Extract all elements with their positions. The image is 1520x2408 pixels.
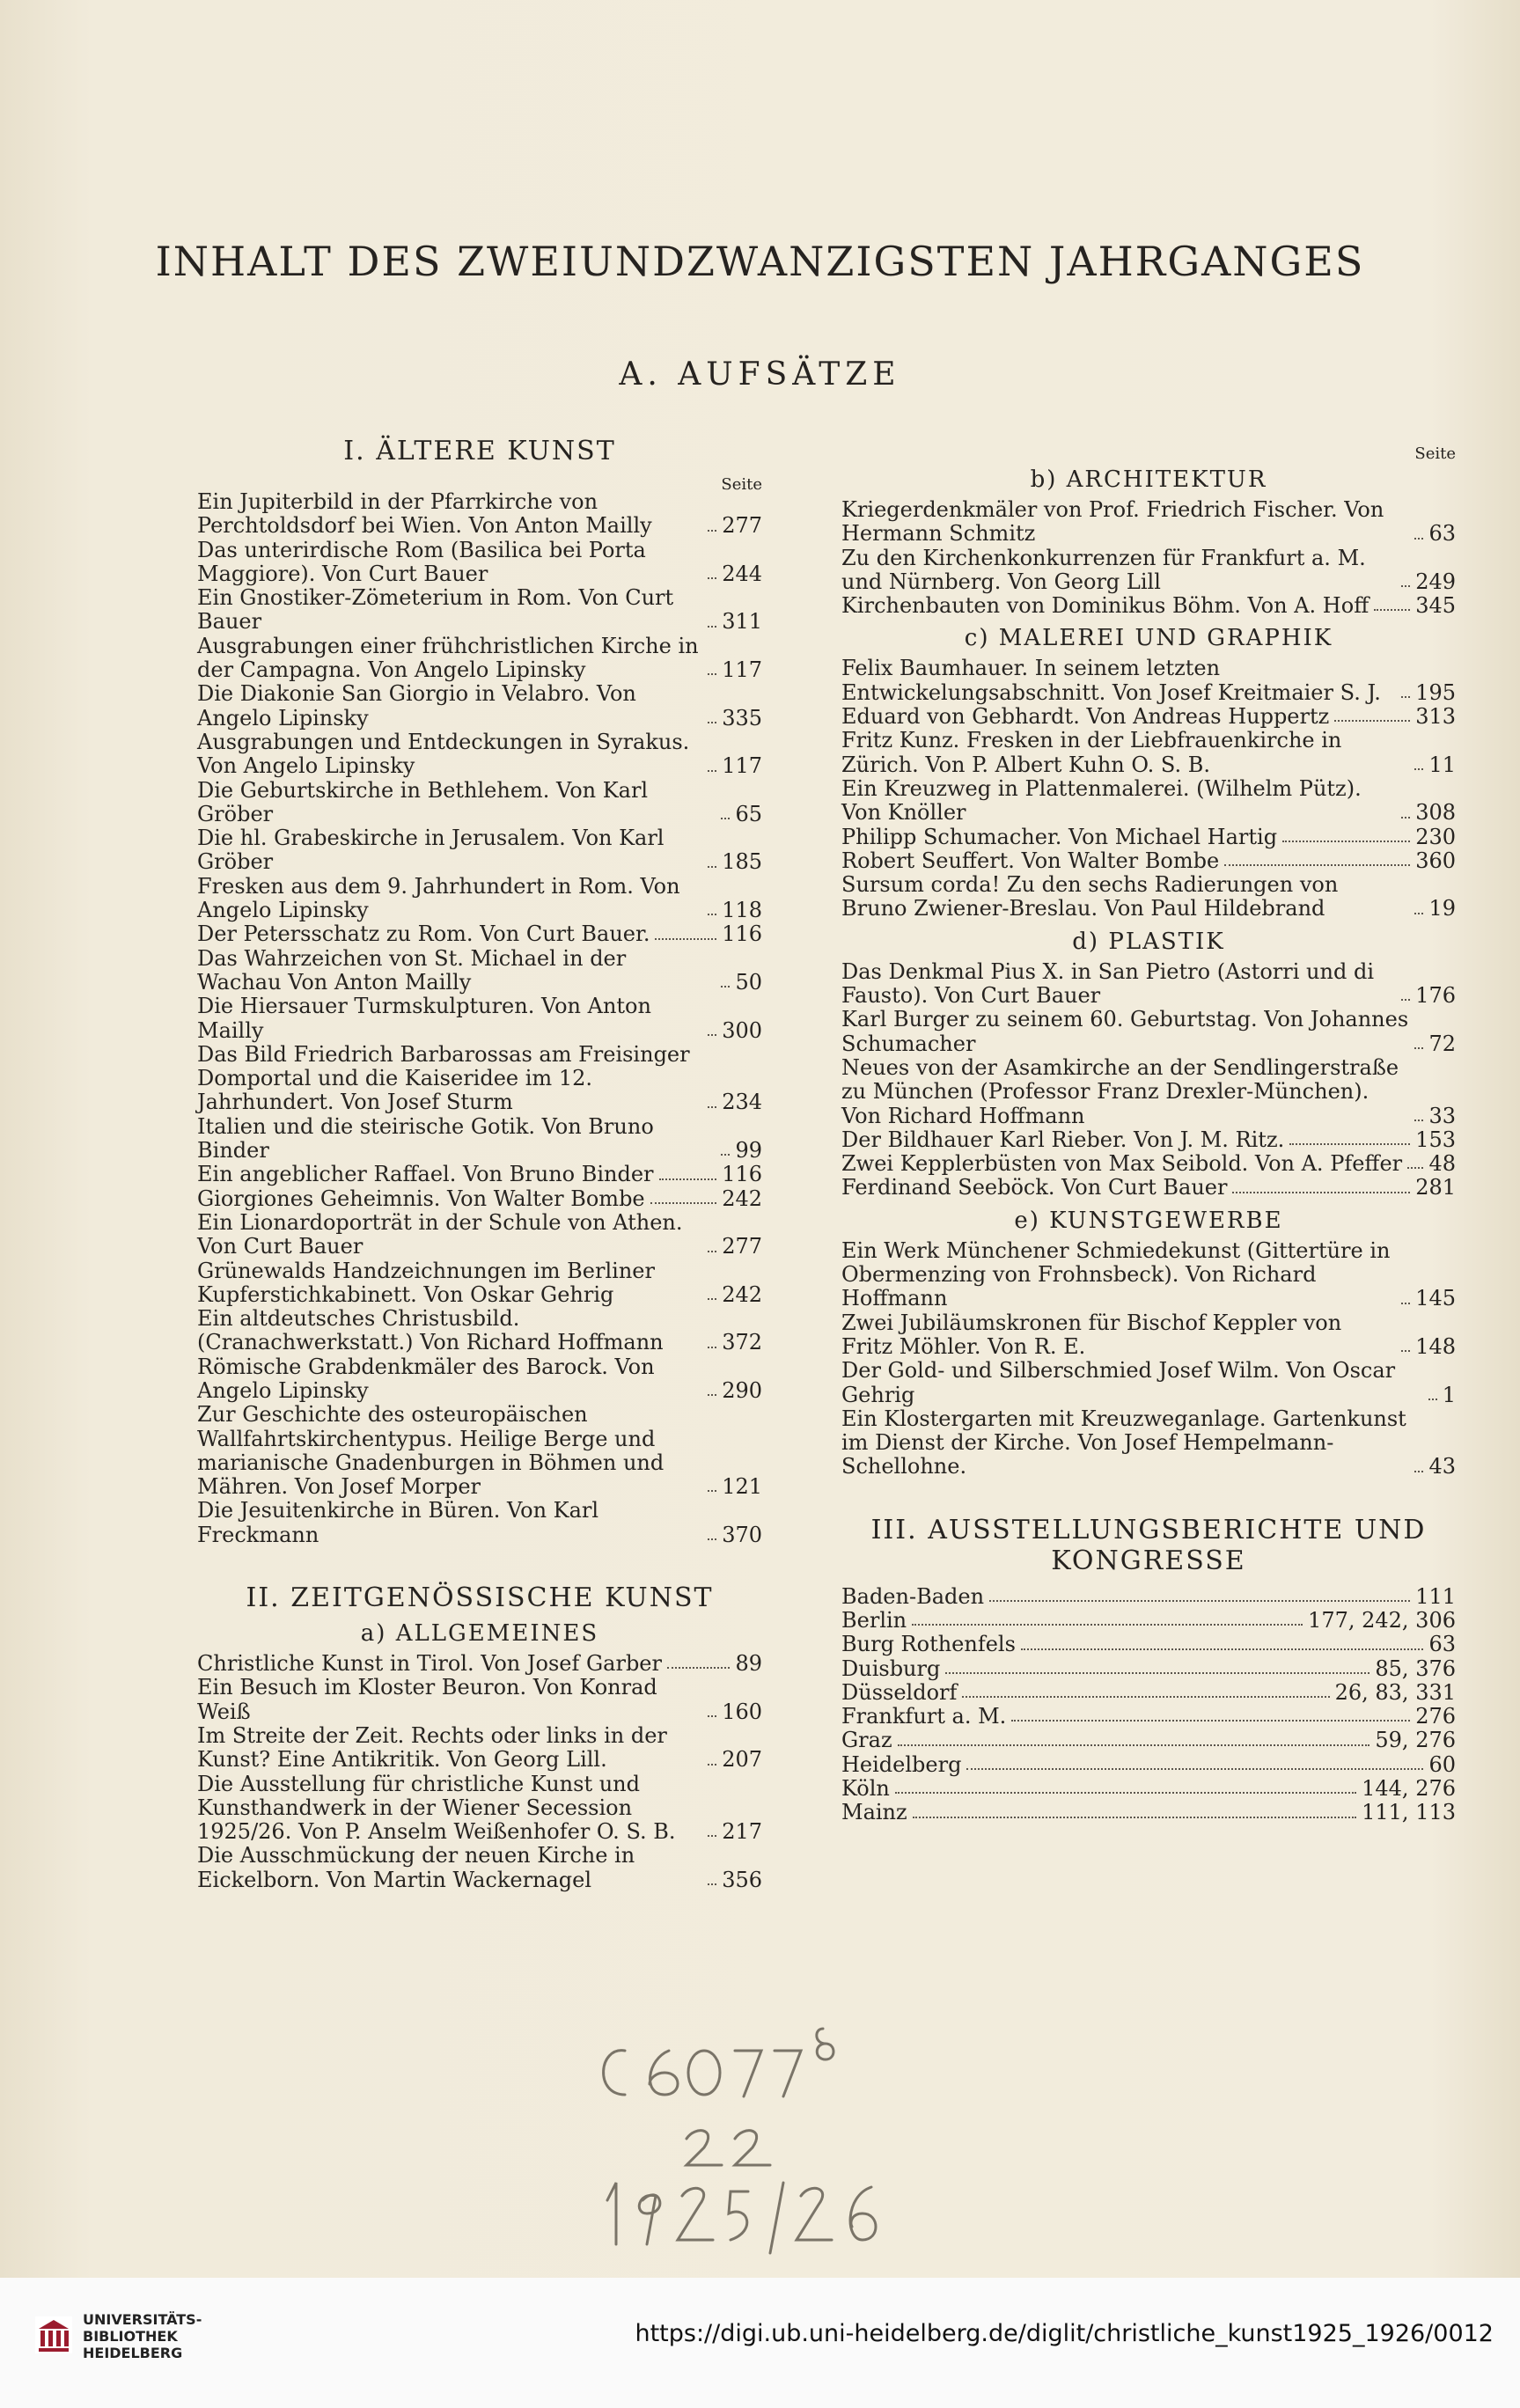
dot-leader <box>708 1883 716 1885</box>
toc-entry <box>197 635 762 683</box>
dot-leader <box>1374 609 1410 611</box>
toc-entry-page: 281 <box>1415 1175 1456 1200</box>
toc-entry-title: Heidelberg <box>841 1751 962 1777</box>
footer-bar <box>0 2278 1520 2408</box>
entry-list <box>841 498 1456 618</box>
toc-entry-page: 72 <box>1428 1031 1456 1056</box>
toc-entry-page: 111 <box>1415 1583 1456 1609</box>
toc-entry-page: 117 <box>722 753 762 779</box>
entry-list <box>841 1585 1456 1825</box>
toc-entry <box>841 960 1456 1009</box>
toc-entry-title: Köln <box>841 1776 890 1802</box>
toc-entry-page: 217 <box>722 1819 762 1845</box>
dot-leader <box>708 673 716 675</box>
toc-entry-page: 85, 376 <box>1375 1656 1456 1681</box>
toc-entry <box>197 826 762 875</box>
toc-entry <box>197 947 762 995</box>
toc-entry <box>197 1355 762 1404</box>
toc-entry-title: Berlin <box>841 1607 907 1633</box>
toc-entry-title: Robert Seuffert. Von Walter Bombe <box>841 848 1220 873</box>
toc-entry-title: Giorgiones Geheimnis. Von Walter Bombe <box>197 1186 645 1211</box>
toc-entry-title: Duisburg <box>841 1656 941 1681</box>
dot-leader <box>1401 585 1410 587</box>
toc-entry-page: 185 <box>722 849 762 875</box>
toc-entry <box>197 875 762 923</box>
dot-leader <box>708 1298 716 1300</box>
dot-leader <box>989 1600 1410 1602</box>
dot-leader <box>667 1667 730 1669</box>
toc-entry-page: 65 <box>735 801 762 826</box>
toc-entry <box>197 586 762 635</box>
toc-entry-title: Ferdinand Seeböck. Von Curt Bauer <box>841 1175 1228 1200</box>
toc-entry-title: Ein Jupiterbild in der Pfarrkirche von Perchtoldsdorf bei Wien. Von Anton Mailly <box>197 489 652 539</box>
section-title: A. AUFSÄTZE <box>619 356 901 393</box>
entry-list <box>841 1239 1456 1479</box>
toc-entry-title: Neues von der Asamkirche an der Sendlingerstraße zu München (Professor Franz Drexler-München). Von Richard Hoffmann <box>841 1054 1399 1128</box>
toc-entry <box>197 1259 762 1308</box>
toc-entry <box>841 1176 1456 1200</box>
toc-entry-title: Der Bildhauer Karl Rieber. Von J. M. Ritz. <box>841 1127 1285 1152</box>
toc-entry <box>197 1652 762 1676</box>
toc-entry-title: Italien und die steirische Gotik. Von Bruno Binder <box>197 1113 654 1164</box>
toc-entry <box>197 1115 762 1164</box>
toc-entry-page: 230 <box>1415 824 1456 849</box>
library-name-line: HEIDELBERG <box>83 2345 183 2361</box>
toc-entry-page: 242 <box>722 1281 762 1307</box>
toc-entry-title: Mainz <box>841 1800 907 1825</box>
toc-entry <box>841 873 1456 921</box>
dot-leader <box>708 1034 716 1036</box>
dot-leader <box>708 1764 716 1766</box>
toc-entry <box>841 705 1456 729</box>
toc-entry-title: Der Petersschatz zu Rom. Von Curt Bauer. <box>197 921 650 947</box>
toc-entry-title: Die Diakonie San Giorgio in Velabro. Von Angelo Lipinsky <box>197 681 636 730</box>
dot-leader <box>1401 999 1410 1001</box>
toc-entry <box>197 779 762 827</box>
entry-list <box>197 490 762 1547</box>
toc-entry-page: 234 <box>722 1090 762 1115</box>
toc-entry-page: 176 <box>1415 983 1456 1009</box>
toc-entry-page: 242 <box>722 1186 762 1211</box>
dot-leader <box>1414 1047 1423 1049</box>
toc-entry-title: Burg Rothenfels <box>841 1632 1016 1657</box>
dot-leader <box>912 1624 1303 1626</box>
toc-entry-title: Ein angeblicher Raffael. Von Bruno Binder <box>197 1162 654 1187</box>
left-column <box>197 436 762 1892</box>
dot-leader <box>1407 1167 1423 1169</box>
toc-entry <box>197 1724 762 1773</box>
toc-entry-page: 48 <box>1428 1151 1456 1177</box>
dot-leader <box>708 1490 716 1492</box>
toc-entry-page: 19 <box>1428 896 1456 921</box>
toc-entry <box>197 1043 762 1115</box>
toc-entry-page: 148 <box>1415 1333 1456 1359</box>
toc-entry-title: Düsseldorf <box>841 1679 958 1705</box>
toc-entry <box>197 1844 762 1892</box>
toc-entry-title: Kriegerdenkmäler von Prof. Friedrich Fischer. Von Hermann Schmitz <box>841 497 1384 547</box>
toc-entry <box>841 1801 1456 1824</box>
dot-leader <box>1021 1648 1424 1650</box>
toc-entry-page: 116 <box>722 1162 762 1187</box>
toc-entry-title: Zur Geschichte des osteuropäischen Wallfahrtskirchentypus. Heilige Berge und marianische Gnadenburgen in Böhmen und Mähren. Von Josef Morper <box>197 1402 665 1500</box>
dot-leader <box>962 1696 1329 1698</box>
toc-entry-page: 356 <box>722 1867 762 1892</box>
toc-entry <box>197 1163 762 1186</box>
toc-entry-title: Die Jesuitenkirche in Büren. Von Karl Freckmann <box>197 1498 599 1547</box>
toc-entry-page: 300 <box>722 1017 762 1043</box>
toc-entry-page: 59, 276 <box>1375 1728 1456 1753</box>
toc-entry-title: Das Bild Friedrich Barbarossas am Freisinger Domportal und die Kaiseridee im 12. Jahrhundert. Von Josef Sturm <box>197 1041 690 1115</box>
toc-entry-title: Kirchenbauten von Dominikus Böhm. Von A. Hoff <box>841 593 1369 619</box>
toc-entry-title: Römische Grabdenkmäler des Barock. Von Angelo Lipinsky <box>197 1354 655 1403</box>
dot-leader <box>1414 913 1423 914</box>
subheading-allgemeines: a) ALLGEMEINES <box>360 1620 599 1648</box>
toc-entry-page: 11 <box>1428 752 1456 777</box>
toc-entry-page: 50 <box>735 969 762 995</box>
dot-leader <box>1401 1303 1410 1304</box>
toc-entry <box>841 1705 1456 1729</box>
dot-leader <box>708 914 716 915</box>
dot-leader <box>895 1792 1356 1794</box>
toc-entry-page: 99 <box>735 1138 762 1164</box>
toc-entry-title: Das Wahrzeichen von St. Michael in der Wachau Von Anton Mailly <box>197 945 627 995</box>
toc-entry-title: Die Geburtskirche in Bethlehem. Von Karl Gröber <box>197 777 649 826</box>
toc-entry-title: Zwei Kepplerbüsten von Max Seibold. Von A. Pfeffer <box>841 1151 1403 1177</box>
entry-list <box>841 657 1456 921</box>
toc-entry-page: 335 <box>722 705 762 730</box>
toc-entry-page: 43 <box>1428 1454 1456 1479</box>
heading-ausstellungsberichte: III. AUSSTELLUNGSBERICHTE UND KONGRESSE <box>870 1514 1427 1576</box>
subheading-architektur: b) ARCHITEKTUR <box>1030 466 1267 493</box>
subheading-kunstgewerbe: e) KUNSTGEWERBE <box>1014 1207 1283 1234</box>
dot-leader <box>708 530 716 532</box>
dot-leader <box>708 1715 716 1717</box>
dot-leader <box>708 722 716 723</box>
toc-entry-page: 277 <box>722 513 762 539</box>
dot-leader <box>1334 720 1410 722</box>
dot-leader <box>708 1835 716 1837</box>
toc-entry-title: Die Ausstellung für christliche Kunst und Kunsthandwerk in der Wiener Secession 1925/26. Von P. Anselm Weißenhofer O. S. B. <box>197 1771 676 1845</box>
toc-entry <box>841 849 1456 873</box>
toc-entry-title: Zu den Kirchenkonkurrenzen für Frankfurt a. M. und Nürnberg. Von Georg Lill <box>841 545 1366 594</box>
toc-entry <box>841 826 1456 849</box>
toc-entry <box>841 1633 1456 1656</box>
toc-entry-page: 290 <box>722 1377 762 1403</box>
page-title: INHALT DES ZWEIUNDZWANZIGSTEN JAHRGANGES <box>155 238 1365 285</box>
toc-entry-page: 145 <box>1415 1286 1456 1311</box>
toc-entry-page: 60 <box>1428 1751 1456 1777</box>
toc-entry-title: Eduard von Gebhardt. Von Andreas Huppertz <box>841 704 1330 730</box>
toc-entry <box>197 1307 762 1355</box>
toc-entry-title: Ein Werk Münchener Schmiedekunst (Gittertüre in Obermenzing von Frohnsbeck). Von Richard Hoffmann <box>841 1237 1391 1311</box>
toc-entry <box>841 1239 1456 1311</box>
toc-entry-page: 89 <box>735 1651 762 1677</box>
dot-leader <box>708 770 716 772</box>
dot-leader <box>1414 1471 1423 1472</box>
entry-list <box>197 1652 762 1892</box>
dot-leader <box>1414 768 1423 770</box>
toc-entry-page: 111, 113 <box>1362 1800 1456 1825</box>
toc-entry <box>197 1773 762 1845</box>
dot-leader <box>721 986 730 987</box>
toc-entry <box>841 1008 1456 1056</box>
toc-entry-title: Sursum corda! Zu den sechs Radierungen von Bruno Zwiener-Breslau. Von Paul Hildebrand <box>841 872 1339 921</box>
toc-entry <box>841 1777 1456 1801</box>
toc-entry-page: 370 <box>722 1522 762 1547</box>
toc-entry-title: Ausgrabungen und Entdeckungen in Syrakus. Von Angelo Lipinsky <box>197 729 690 779</box>
toc-entry-title: Ein altdeutsches Christusbild. (Cranachwerkstatt.) Von Richard Hoffmann <box>197 1306 664 1355</box>
toc-entry <box>197 1187 762 1211</box>
toc-entry-page: 244 <box>722 561 762 586</box>
dot-leader <box>1224 864 1410 866</box>
toc-entry-title: Grünewalds Handzeichnungen im Berliner Kupferstichkabinett. Von Oskar Gehrig <box>197 1258 655 1307</box>
toc-entry-page: 372 <box>722 1330 762 1355</box>
toc-entry-page: 121 <box>722 1474 762 1500</box>
toc-entry-title: Das unterirdische Rom (Basilica bei Porta Maggiore). Von Curt Bauer <box>197 537 646 586</box>
toc-entry <box>841 547 1456 595</box>
toc-entry-page: 195 <box>1415 679 1456 705</box>
toc-entry <box>841 1407 1456 1479</box>
toc-entry-title: Karl Burger zu seinem 60. Geburtstag. Von Johannes Schumacher <box>841 1007 1409 1056</box>
toc-entry <box>197 1211 762 1259</box>
dot-leader <box>1401 696 1410 698</box>
toc-entry-title: Die Ausschmückung der neuen Kirche in Eickelborn. Von Martin Wackernagel <box>197 1843 635 1892</box>
toc-entry-title: Graz <box>841 1728 892 1753</box>
toc-entry-title: Zwei Jubiläumskronen für Bischof Keppler von Fritz Möhler. Von R. E. <box>841 1310 1342 1359</box>
toc-entry-title: Fritz Kunz. Fresken in der Liebfrauenkirche in Zürich. Von P. Albert Kuhn O. S. B. <box>841 728 1342 777</box>
toc-entry-page: 118 <box>722 898 762 923</box>
toc-entry <box>841 777 1456 826</box>
dot-leader <box>708 577 716 579</box>
toc-entry-page: 160 <box>722 1699 762 1724</box>
library-name-line: UNIVERSITÄTS- <box>83 2311 202 2328</box>
toc-entry-title: Das Denkmal Pius X. in San Pietro (Astorri und di Fausto). Von Curt Bauer <box>841 958 1375 1009</box>
dot-leader <box>1414 1120 1423 1121</box>
toc-entry <box>841 1128 1456 1152</box>
toc-entry-page: 33 <box>1428 1103 1456 1128</box>
dot-leader <box>1428 1399 1437 1400</box>
dot-leader <box>708 1106 716 1108</box>
toc-entry-title: Ausgrabungen einer frühchristlichen Kirche in der Campagna. Von Angelo Lipinsky <box>197 633 699 683</box>
subheading-plastik: d) PLASTIK <box>1072 928 1225 955</box>
library-name-line: BIBLIOTHEK <box>83 2328 178 2345</box>
toc-entry-title: Ein Gnostiker-Zömeterium in Rom. Von Curt Bauer <box>197 585 674 635</box>
dot-leader <box>659 1178 717 1180</box>
toc-entry-title: Die Hiersauer Turmskulpturen. Von Anton Mailly <box>197 994 651 1043</box>
toc-entry-title: Die hl. Grabeskirche in Jerusalem. Von Karl Gröber <box>197 826 665 875</box>
dot-leader <box>1289 1143 1410 1145</box>
toc-entry <box>841 1585 1456 1609</box>
toc-entry <box>841 729 1456 777</box>
dot-leader <box>650 1202 717 1204</box>
toc-entry-page: 63 <box>1428 1632 1456 1657</box>
toc-entry-title: Im Streite der Zeit. Rechts oder links in der Kunst? Eine Antikritik. Von Georg Lill. <box>197 1722 667 1773</box>
dot-leader <box>1282 841 1410 842</box>
dot-leader <box>1232 1192 1410 1193</box>
toc-entry <box>197 490 762 539</box>
toc-entry <box>841 1609 1456 1633</box>
dot-leader <box>721 1154 730 1156</box>
toc-entry <box>841 498 1456 547</box>
dot-leader <box>1414 538 1423 540</box>
toc-entry <box>841 657 1456 705</box>
library-name <box>83 2311 202 2361</box>
toc-entry-page: 345 <box>1415 593 1456 619</box>
dot-leader <box>898 1744 1370 1746</box>
toc-entry-page: 313 <box>1415 704 1456 730</box>
toc-entry <box>197 539 762 587</box>
toc-entry <box>197 1676 762 1724</box>
toc-entry <box>841 1056 1456 1128</box>
toc-entry-title: Baden-Baden <box>841 1583 985 1609</box>
dot-leader <box>945 1672 1369 1674</box>
toc-entry-page: 308 <box>1415 800 1456 826</box>
right-column <box>841 436 1456 1825</box>
university-library-logo-icon <box>33 2315 74 2355</box>
toc-entry <box>841 1657 1456 1681</box>
dot-leader <box>1011 1720 1410 1722</box>
toc-entry-page: 276 <box>1415 1704 1456 1729</box>
dot-leader <box>708 1394 716 1396</box>
toc-entry-page: 1 <box>1442 1382 1456 1407</box>
dot-leader <box>721 818 730 819</box>
toc-entry-title: Fresken aus dem 9. Jahrhundert in Rom. Von Angelo Lipinsky <box>197 873 680 923</box>
toc-entry-title: Felix Baumhauer. In seinem letzten Entwickelungsabschnitt. Von Josef Kreitmaier S. J. <box>841 656 1381 705</box>
toc-entry <box>197 995 762 1043</box>
toc-entry-title: Christliche Kunst in Tirol. Von Josef Garber <box>197 1651 662 1677</box>
toc-entry <box>197 1499 762 1547</box>
toc-entry-page: 144, 276 <box>1362 1776 1456 1802</box>
toc-entry-page: 177, 242, 306 <box>1308 1607 1456 1633</box>
toc-entry-title: Ein Klostergarten mit Kreuzweganlage. Gartenkunst im Dienst der Kirche. Von Josef Hempelmann-Schellohne. <box>841 1406 1406 1479</box>
dot-leader <box>1401 817 1410 819</box>
toc-entry-page: 117 <box>722 657 762 683</box>
toc-entry <box>197 922 762 946</box>
toc-entry <box>197 730 762 779</box>
toc-entry <box>197 682 762 730</box>
toc-entry-page: 63 <box>1428 521 1456 547</box>
toc-entry <box>197 1403 762 1499</box>
subheading-malerei: c) MALEREI UND GRAPHIK <box>964 625 1333 652</box>
toc-entry <box>841 1753 1456 1777</box>
dot-leader <box>708 1347 716 1348</box>
dot-leader <box>708 1538 716 1540</box>
dot-leader <box>1401 1350 1410 1352</box>
toc-entry <box>841 1359 1456 1407</box>
toc-entry-title: Ein Kreuzweg in Plattenmalerei. (Wilhelm Pütz). Von Knöller <box>841 775 1362 826</box>
dot-leader <box>913 1817 1356 1818</box>
heading-zeitgenoessische-kunst: II. ZEITGENÖSSISCHE KUNST <box>246 1582 714 1614</box>
seite-label: Seite <box>1414 444 1456 463</box>
handwritten-shelfmark <box>572 2024 907 2271</box>
toc-entry-page: 116 <box>722 921 762 947</box>
dot-leader <box>708 866 716 868</box>
toc-entry-page: 153 <box>1415 1127 1456 1152</box>
toc-entry <box>841 1729 1456 1752</box>
toc-entry <box>841 594 1456 618</box>
toc-entry <box>841 1681 1456 1705</box>
toc-entry <box>841 1311 1456 1360</box>
dot-leader <box>655 938 716 940</box>
toc-entry <box>841 1152 1456 1176</box>
toc-entry-title: Ein Lionardoporträt in der Schule von Athen. Von Curt Bauer <box>197 1209 683 1259</box>
toc-entry-title: Der Gold- und Silberschmied Josef Wilm. Von Oscar Gehrig <box>841 1358 1396 1407</box>
dot-leader <box>708 1251 716 1252</box>
toc-entry-page: 207 <box>722 1747 762 1773</box>
toc-entry-page: 277 <box>722 1234 762 1259</box>
toc-entry-title: Philipp Schumacher. Von Michael Hartig <box>841 824 1278 849</box>
toc-entry-page: 26, 83, 331 <box>1334 1679 1456 1705</box>
toc-entry-page: 249 <box>1415 569 1456 594</box>
toc-entry-page: 360 <box>1415 848 1456 873</box>
toc-entry-title: Ein Besuch im Kloster Beuron. Von Konrad Weiß <box>197 1675 657 1724</box>
seite-label: Seite <box>721 475 762 494</box>
heading-aeltere-kunst: I. ÄLTERE KUNST <box>343 436 616 466</box>
toc-entry-page: 311 <box>722 609 762 635</box>
source-url-link[interactable]: https://digi.ub.uni-heidelberg.de/diglit/christliche_kunst1925_1926/0012 <box>635 2320 1494 2347</box>
dot-leader <box>708 626 716 628</box>
toc-entry-title: Frankfurt a. M. <box>841 1704 1007 1729</box>
entry-list <box>841 960 1456 1200</box>
dot-leader <box>966 1768 1423 1770</box>
